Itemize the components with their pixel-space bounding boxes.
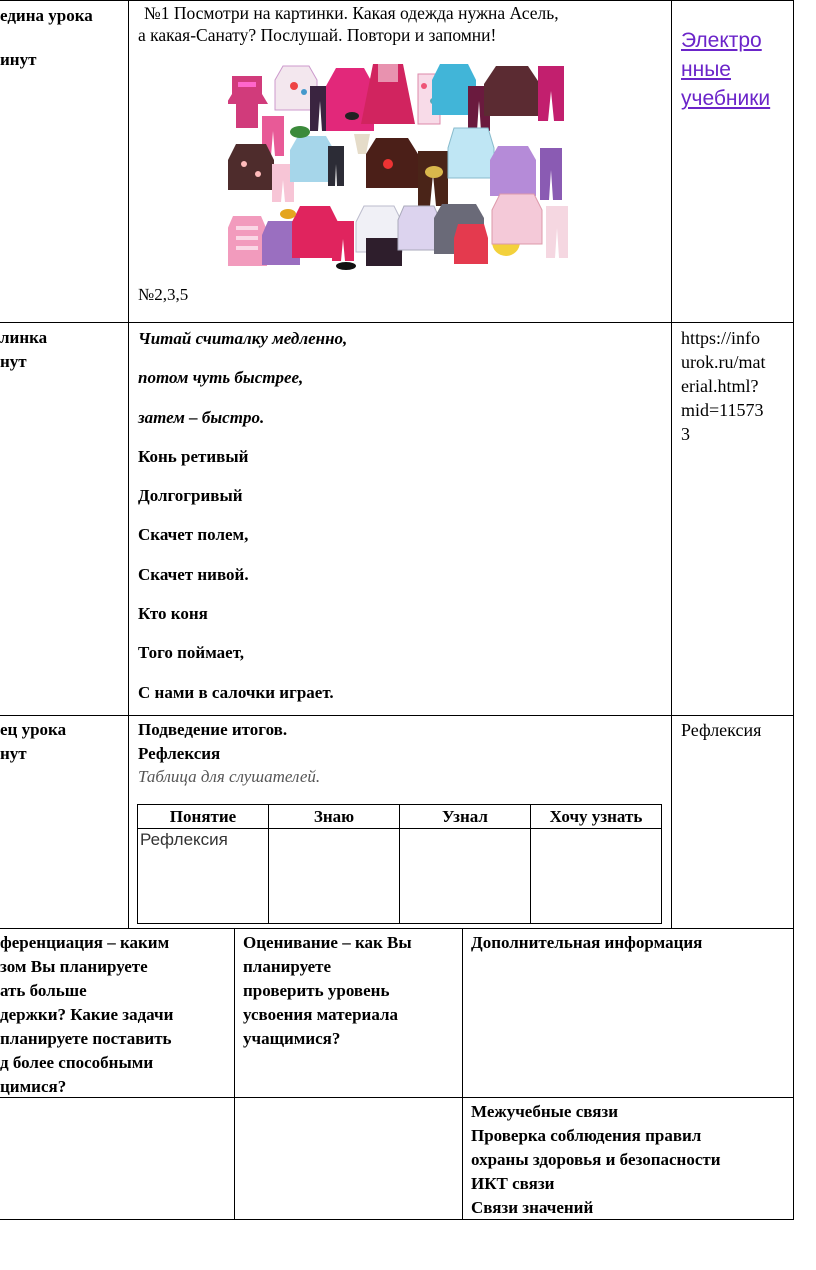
bottom-divider-1	[234, 928, 235, 1219]
rhyme-line: Кто коня	[138, 604, 208, 624]
border-row2	[0, 715, 794, 716]
summary-heading: Подведение итогов.	[138, 720, 288, 739]
table-cell	[400, 829, 531, 924]
table-header: Хочу узнать	[531, 805, 662, 829]
reflection-resource: Рефлексия	[681, 720, 762, 740]
col-divider-1	[128, 0, 129, 928]
table-cell: Рефлексия	[138, 829, 269, 924]
rhyme-instruction-2: потом чуть быстрее,	[138, 368, 304, 388]
reflection-table	[137, 804, 662, 924]
row-label-end: ец урока нут	[0, 720, 67, 763]
rhyme-line: Долгогривый	[138, 486, 243, 506]
reflection-heading: Рефлексия	[138, 744, 221, 763]
infourok-url: https://info urok.ru/mat erial.html? mid=11573 3	[681, 328, 766, 444]
table-header: Знаю	[269, 805, 400, 829]
table-cell	[269, 829, 400, 924]
table-header: Понятие	[138, 805, 269, 829]
table-caption: Таблица для слушателей.	[138, 767, 321, 786]
rhyme-line: Скачет нивой.	[138, 564, 249, 584]
border-row3	[0, 928, 794, 929]
row-label-warmup: линка нут	[0, 328, 48, 371]
differentiation-question: ференциация – каким зом Вы планируете ать больше держки? Какие задачи планируете поставить д более способными цимися?	[0, 933, 174, 1096]
electronic-textbooks-link[interactable]: Электро нные учебники	[681, 29, 771, 110]
interdisciplinary-links: Межучебные связи Проверка соблюдения правил охраны здоровья и безопасности ИКТ связи Связи значений	[471, 1102, 721, 1217]
assessment-question: Оценивание – как Вы планируете проверить уровень усвоения материала учащимися?	[243, 933, 412, 1048]
row-label-middle: едина урока инут	[0, 6, 93, 69]
task-text: №1 Посмотри на картинки. Какая одежда нужна Асель, а какая-Санату? Послушай. Повтори и запомни!	[138, 3, 559, 45]
additional-info-heading: Дополнительная информация	[471, 933, 703, 952]
border-right	[793, 0, 794, 1220]
rhyme-instruction-3: затем – быстро.	[138, 407, 265, 427]
exercise-numbers: №2,3,5	[138, 285, 189, 304]
col-divider-2	[671, 0, 672, 928]
bottom-divider-2	[462, 928, 463, 1219]
border-top	[0, 0, 794, 1]
rhyme-instruction-1: Читай считалку медленно,	[138, 329, 348, 348]
rhyme-line: С нами в салочки играет.	[138, 682, 334, 702]
table-cell	[531, 829, 662, 924]
rhyme-line: Того поймает,	[138, 643, 245, 663]
counting-rhyme	[138, 327, 347, 720]
table-header: Узнал	[400, 805, 531, 829]
rhyme-line: Конь ретивый	[138, 446, 249, 466]
border-row1	[0, 322, 794, 323]
rhyme-line: Скачет полем,	[138, 525, 249, 545]
clothes-collage	[228, 56, 578, 271]
